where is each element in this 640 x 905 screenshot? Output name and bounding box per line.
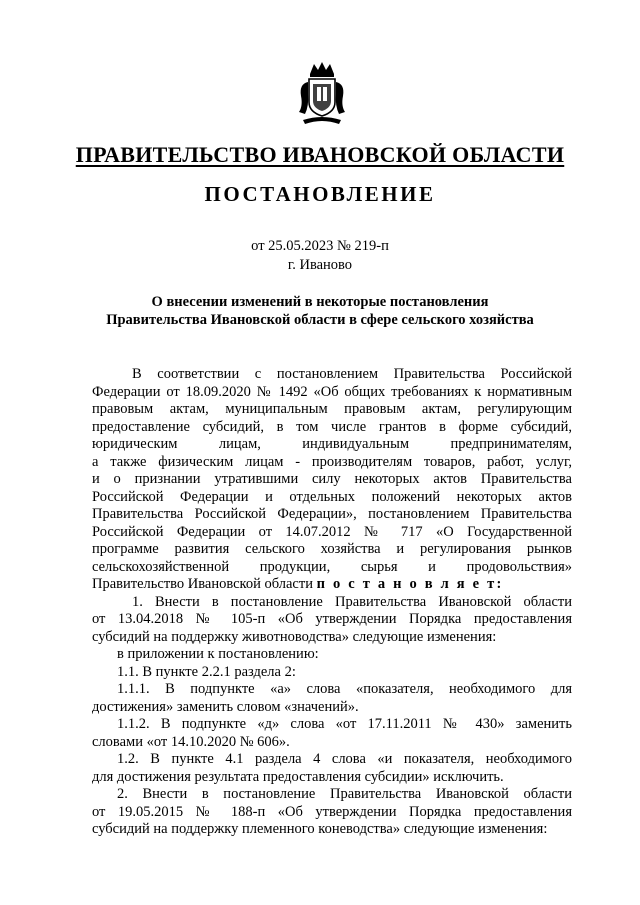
body-line: правовым актам, муниципальным правовым актам, регулирующим — [92, 401, 572, 417]
body-line: Федерации от 18.09.2020 № 1492 «Об общих требованиях к нормативным — [92, 383, 572, 400]
body-line: достижения» заменить словом «значений». — [92, 698, 359, 715]
body-line: Российской Федерации и отдельных положений некоторых актов — [92, 488, 572, 505]
date-number: от 25.05.2023 № 219-п — [251, 238, 389, 254]
government-name: ПРАВИТЕЛЬСТВО ИВАНОВСКОЙ ОБЛАСТИ — [75, 142, 565, 167]
body-line: и о признании утратившими силу некоторых актов Правительства — [92, 471, 572, 487]
body-line: программе развития сельского хозяйства и регулирования рынков — [92, 541, 572, 557]
city: г. Иваново — [287, 257, 353, 273]
body-line: в приложении к постановлению: — [117, 646, 319, 662]
body-line: от 13.04.2018 № 105-п «Об утверждении Порядка предоставления — [92, 611, 572, 627]
body-line: 1.1.1. В подпункте «а» слова «показателя, необходимого для — [117, 681, 572, 697]
body-line: 1.1. В пункте 2.2.1 раздела 2: — [117, 663, 296, 680]
body-line: 1. Внести в постановление Правительства Ивановской области — [132, 593, 572, 610]
document-type: ПОСТАНОВЛЕНИЕ — [204, 182, 436, 206]
document-title-line-2: Правительства Ивановской области в сфере сельского хозяйства — [106, 312, 534, 328]
document-body — [92, 366, 572, 839]
body-line: 1.1.2. В подпункте «д» слова «от 17.11.2011 № 430» заменить — [117, 716, 572, 732]
coat-of-arms-icon — [295, 60, 349, 128]
body-line: предоставление субсидий, в том числе грантов в форме субсидий, — [92, 418, 572, 435]
body-line: 2. Внести в постановление Правительства Ивановской области — [117, 786, 572, 802]
body-line-text: Правительство Ивановской области — [92, 576, 313, 592]
document-title-line-1: О внесении изменений в некоторые постановления — [151, 294, 489, 310]
body-line: а также физическим лицам - производителям товаров, работ, услуг, — [92, 453, 572, 470]
body-line: сельскохозяйственной продукции, сырья и продовольствия» — [92, 558, 572, 575]
body-line: 1.2. В пункте 4.1 раздела 4 слова «и показателя, необходимого — [117, 751, 572, 767]
body-line — [92, 576, 572, 594]
body-line: Правительства Российской Федерации», постановлением Правительства — [92, 506, 572, 522]
body-line: для достижения результата предоставления субсидии» исключить. — [92, 768, 504, 785]
body-line: словами «от 14.10.2020 № 606». — [92, 733, 290, 750]
body-line: субсидий на поддержку племенного коневодства» следующие изменения: — [92, 821, 548, 837]
resolves-word: п о с т а н о в л я е т: — [316, 576, 504, 592]
body-line: В соответствии с постановлением Правительства Российской — [132, 366, 572, 382]
body-line: от 19.05.2015 № 188-п «Об утверждении Порядка предоставления — [92, 803, 572, 820]
body-line: субсидий на поддержку животноводства» следующие изменения: — [92, 628, 497, 645]
body-line: юридическим лицам, индивидуальным предпринимателям, — [92, 436, 572, 452]
body-line: Российской Федерации от 14.07.2012 № 717 «О Государственной — [92, 523, 572, 540]
